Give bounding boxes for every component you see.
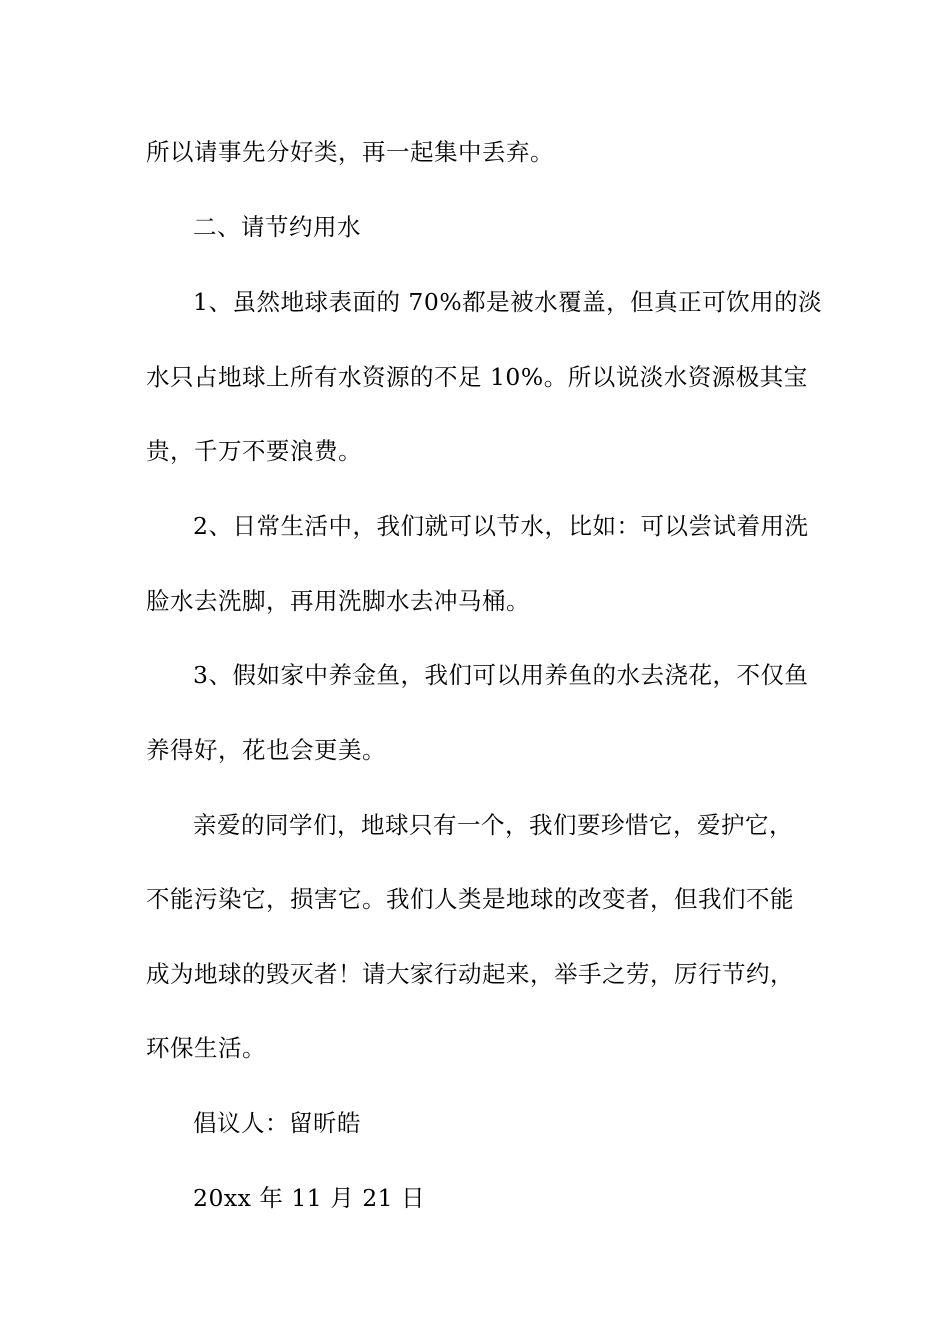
paragraph-line: 成为地球的毁灭者！请大家行动起来，举手之劳，厉行节约， [146,960,794,988]
paragraph-line: 3、假如家中养金鱼，我们可以用养鱼的水去浇花，不仅鱼 [193,661,809,689]
paragraph-line: 环保生活。 [146,1034,266,1062]
paragraph-line: 不能污染它，损害它。我们人类是地球的改变者，但我们不能 [146,885,794,913]
paragraph-line: 水只占地球上所有水资源的不足 10%。所以说淡水资源极其宝 [146,363,808,391]
paragraph-line: 脸水去洗脚，再用洗脚水去冲马桶。 [146,587,530,615]
paragraph-line: 养得好，花也会更美。 [146,736,386,764]
paragraph-line: 所以请事先分好类，再一起集中丢弃。 [146,138,554,166]
paragraph-line: 亲爱的同学们，地球只有一个，我们要珍惜它，爱护它， [193,811,793,839]
paragraph-line: 2、日常生活中，我们就可以节水，比如：可以尝试着用洗 [193,512,809,540]
paragraph-line: 贵，千万不要浪费。 [146,437,362,465]
section-heading: 二、请节约用水 [193,213,361,241]
signature-line: 倡议人：留昕皓 [193,1109,361,1137]
paragraph-line: 1、虽然地球表面的 70%都是被水覆盖，但真正可饮用的淡 [193,288,823,316]
date-line: 20xx 年 11 月 21 日 [193,1184,426,1212]
